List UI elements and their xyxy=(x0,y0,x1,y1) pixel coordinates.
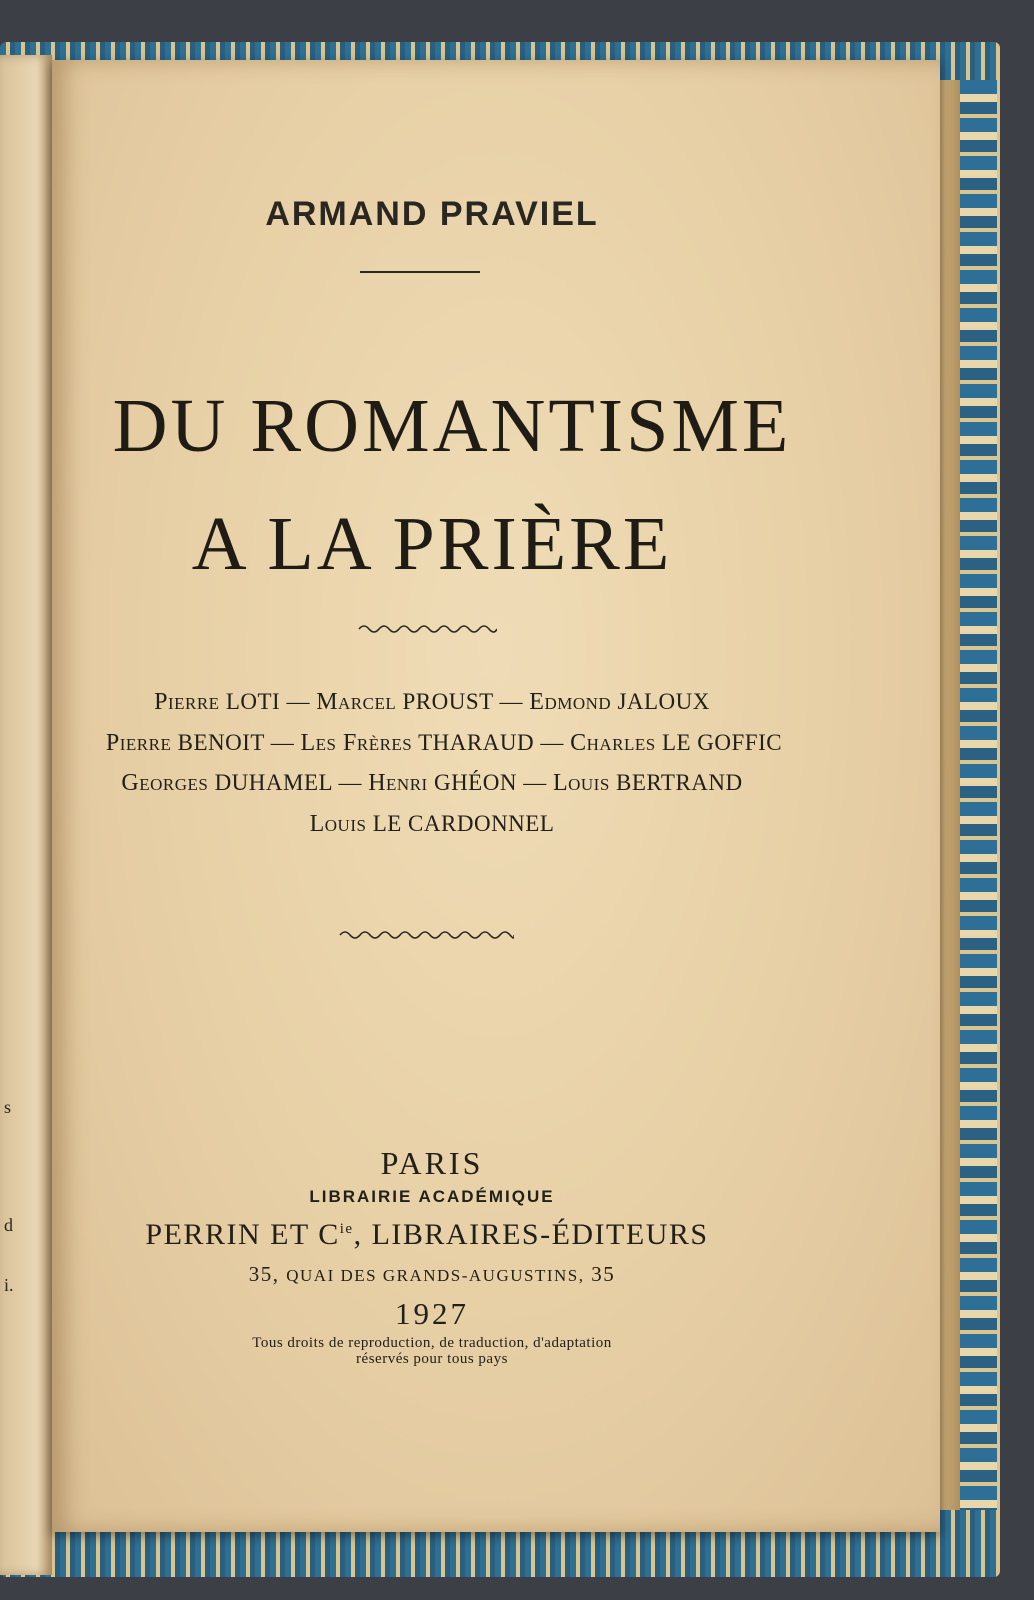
author-last-name: BENOIT xyxy=(177,730,265,755)
featured-authors-line xyxy=(62,690,802,714)
author-first-name: Pierre xyxy=(154,689,220,715)
author-last-name: DUHAMEL xyxy=(214,770,333,795)
dash-separator: — xyxy=(523,770,547,795)
imprint-publisher xyxy=(52,1218,802,1252)
wave-ornament xyxy=(357,622,497,636)
title-page xyxy=(52,60,940,1532)
book-title-line-1: DU ROMANTISME xyxy=(112,384,792,468)
author-last-name: LOTI xyxy=(225,689,281,714)
dash-separator: — xyxy=(270,730,295,755)
dash-separator: — xyxy=(338,770,362,795)
dash-separator: — xyxy=(286,689,310,714)
facing-page-fragment: i. xyxy=(4,1275,14,1295)
imprint-city: PARIS xyxy=(380,1145,484,1181)
rights-notice: Tous droits de reproduction, de traduction, d'adaptation xyxy=(252,1335,612,1351)
author-first-name: Les Frères xyxy=(300,730,413,756)
featured-authors-line xyxy=(44,731,844,755)
author-last-name: JALOUX xyxy=(617,689,710,714)
author-last-name: THARAUD xyxy=(418,730,535,755)
facing-page xyxy=(0,55,52,1575)
facing-page-fragment: d xyxy=(4,1215,13,1235)
author-first-name: Georges xyxy=(121,770,209,796)
author-first-name: Edmond xyxy=(529,689,612,715)
dash-separator: — xyxy=(499,689,524,714)
author-first-name: Charles xyxy=(570,730,656,756)
featured-authors-line xyxy=(52,771,812,795)
title-rule xyxy=(360,271,480,273)
publisher-superscript: ie xyxy=(339,1221,354,1237)
imprint-year: 1927 xyxy=(395,1296,469,1331)
author-last-name: LE GOFFIC xyxy=(661,730,783,755)
author-first-name: Pierre xyxy=(105,730,172,756)
address-number: 35, xyxy=(248,1262,280,1286)
dash-separator: — xyxy=(540,730,564,755)
author-name: ARMAND PRAVIEL xyxy=(265,195,599,233)
author-first-name: Henri xyxy=(368,770,428,796)
facing-page-fragment: s xyxy=(4,1097,12,1117)
rights-notice: réservés pour tous pays xyxy=(356,1351,508,1367)
author-last-name: BERTRAND xyxy=(616,770,743,795)
wave-ornament xyxy=(338,928,514,942)
publisher-name: PERRIN ET C xyxy=(145,1218,340,1251)
author-first-name: Louis xyxy=(309,811,367,837)
book-title-line-2: A LA PRIÈRE xyxy=(191,502,673,586)
featured-authors-line xyxy=(52,812,812,836)
imprint-house: LIBRAIRIE ACADÉMIQUE xyxy=(309,1187,555,1206)
author-last-name: LE CARDONNEL xyxy=(372,811,555,836)
author-last-name: GHÉON xyxy=(433,770,517,795)
imprint-address xyxy=(52,1262,812,1287)
author-first-name: Marcel xyxy=(316,689,397,715)
marbled-spine xyxy=(955,80,997,1510)
address-number: 35 xyxy=(591,1262,616,1286)
publisher-role: , LIBRAIRES-ÉDITEURS xyxy=(353,1218,709,1251)
author-first-name: Louis xyxy=(552,770,610,796)
address-street: QUAI DES GRANDS-AUGUSTINS, xyxy=(286,1266,585,1285)
author-last-name: PROUST xyxy=(402,689,494,714)
